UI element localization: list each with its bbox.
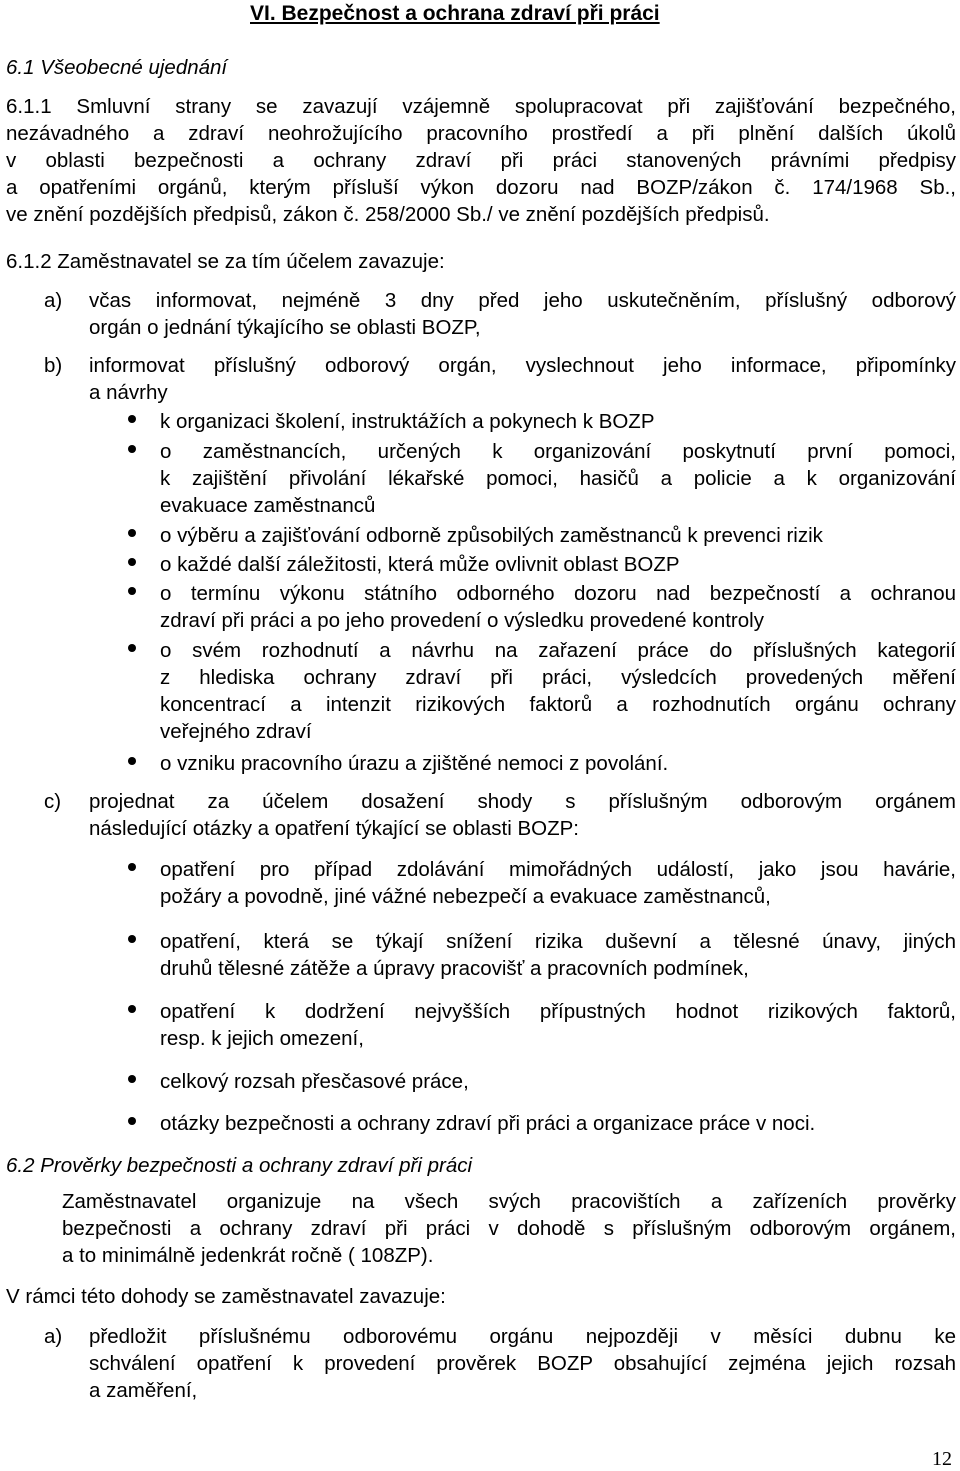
paragraph-line: ve znění pozdějších předpisů, zákon č. 258/2000 Sb./ ve znění pozdějších předpisů. [6, 203, 770, 226]
bullet-line: o svém rozhodnutí a návrhu na zařazení práce do příslušných kategorií [160, 639, 956, 662]
bullet-icon [128, 935, 136, 943]
paragraph-6-1-1 [6, 93, 956, 228]
bullet-icon [128, 644, 136, 652]
list-line: a návrhy [89, 381, 168, 404]
list-item-a [44, 1323, 956, 1404]
paragraph-line: a opatřeními orgánů, kterým přísluší výkon dozoru nad BOZP/zákon č. 174/1968 Sb., [6, 176, 956, 199]
paragraph-line: a to minimálně jedenkrát ročně ( 108ZP). [62, 1244, 434, 1267]
paragraph-6-2 [62, 1188, 956, 1269]
list-label: b) [44, 354, 63, 377]
bullet-icon [128, 1005, 136, 1013]
bullet-icon [128, 1075, 136, 1083]
bullet-line: celkový rozsah přesčasové práce, [160, 1070, 469, 1093]
bullet-line: opatření k dodržení nejvyšších přípustných hodnot rizikových faktorů, [160, 1000, 956, 1023]
bullet-line: opatření, která se týkají snížení rizika duševní a tělesné únavy, jiných [160, 930, 956, 953]
bullet-line: resp. k jejich omezení, [160, 1027, 364, 1050]
bullet-line: o vzniku pracovního úrazu a zjištěné nemoci z povolání. [160, 752, 669, 775]
list-line: včas informovat, nejméně 3 dny před jeho uskutečněním, příslušný odborový [89, 289, 956, 312]
bullet-line: o termínu výkonu státního odborného dozoru nad bezpečností a ochranou [160, 582, 956, 605]
list-line: projednat za účelem dosažení shody s příslušným odborovým orgánem [89, 790, 956, 813]
bullet-line: evakuace zaměstnanců [160, 494, 376, 517]
list-label: c) [44, 790, 62, 813]
bullet-line: o výběru a zajišťování odborně způsobilých zaměstnanců k prevenci rizik [160, 524, 823, 547]
bullet-line: z hlediska ochrany zdraví při práci, výsledcích provedených měření [160, 666, 956, 689]
bullet-line: k organizaci školení, instruktážích a pokynech k BOZP [160, 410, 655, 433]
list-item-a [44, 287, 956, 341]
list-line: schválení opatření k provedení prověrek BOZP obsahující zejména jejich rozsah [89, 1352, 956, 1375]
bullet-icon [128, 558, 136, 566]
page-number: 12 [932, 1448, 952, 1470]
list-label: a) [44, 289, 63, 312]
bullet-line: otázky bezpečnosti a ochrany zdraví při práci a organizace práce v noci. [160, 1112, 816, 1135]
bullet-icon [128, 1117, 136, 1125]
section-6-1-title: 6.1 Všeobecné ujednání [6, 56, 228, 79]
bullet-line: druhů tělesné zátěže a úpravy pracovišť a pracovních podmínek, [160, 957, 749, 980]
bullet-line: požáry a povodně, jiné vážné nebezpečí a evakuace zaměstnanců, [160, 885, 771, 908]
paragraph-line: Zaměstnavatel organizuje na všech svých pracovištích a zařízeních prověrky [62, 1190, 956, 1213]
paragraph-line: nezávadného a zdraví neohrožujícího pracovního prostředí a při plnění dalších úkolů [6, 122, 956, 145]
bullet-icon [128, 529, 136, 537]
bullet-line: o každé další záležitosti, která může ovlivnit oblast BOZP [160, 553, 680, 576]
list-item-b [44, 352, 956, 406]
bullet-line: o zaměstnancích, určených k organizování poskytnutí první pomoci, [160, 440, 956, 463]
list-line: informovat příslušný odborový orgán, vyslechnout jeho informace, připomínky [89, 354, 956, 377]
paragraph-line: 6.1.1 Smluvní strany se zavazují vzájemně spolupracovat při zajišťování bezpečného, [6, 95, 956, 118]
bullet-icon [128, 757, 136, 765]
section-6-2-title: 6.2 Prověrky bezpečnosti a ochrany zdraví při práci [6, 1154, 473, 1177]
bullet-icon [128, 445, 136, 453]
list-line: a zaměření, [89, 1379, 198, 1402]
bullet-line: koncentrací a intenzit rizikových faktorů a rozhodnutích orgánu ochrany [160, 693, 956, 716]
chapter-title: VI. Bezpečnost a ochrana zdraví při práci [250, 2, 660, 25]
bullet-line: veřejného zdraví [160, 720, 312, 743]
list-line: orgán o jednání týkajícího se oblasti BOZP, [89, 316, 481, 339]
bullet-line: k zajištění přivolání lékařské pomoci, hasičů a policie a k organizování [160, 467, 956, 490]
paragraph-6-1-2-intro: 6.1.2 Zaměstnavatel se za tím účelem zavazuje: [6, 250, 445, 273]
list-line: předložit příslušnému odborovému orgánu nejpozději v měsíci dubnu ke [89, 1325, 956, 1348]
list-label: a) [44, 1325, 63, 1348]
bullet-icon [128, 863, 136, 871]
list-line: následující otázky a opatření týkající se oblasti BOZP: [89, 817, 579, 840]
bullet-line: opatření pro případ zdolávání mimořádných událostí, jako jsou havárie, [160, 858, 956, 881]
bullet-icon [128, 587, 136, 595]
paragraph-line: bezpečnosti a ochrany zdraví při práci v dohodě s příslušným odborovým orgánem, [62, 1217, 956, 1240]
bullet-line: zdraví při práci a po jeho provedení o výsledku provedené kontroly [160, 609, 764, 632]
bullet-icon [128, 415, 136, 423]
paragraph-line: v oblasti bezpečnosti a ochrany zdraví při práci stanovených právními předpisy [6, 149, 956, 172]
list-item-c [44, 788, 956, 842]
section-6-2-intro: V rámci této dohody se zaměstnavatel zavazuje: [6, 1285, 446, 1308]
